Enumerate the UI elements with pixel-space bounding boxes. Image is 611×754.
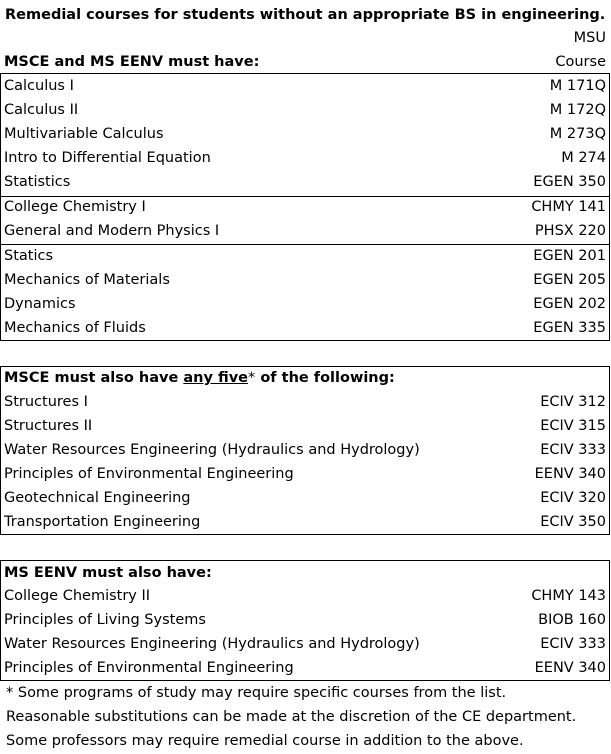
course-code: ECIV 333 [540,442,606,458]
table-row [0,414,611,438]
course-name: Multivariable Calculus [4,126,164,142]
table-row [0,462,611,486]
section1-header [0,50,611,74]
section2-header-pre: MSCE must also have [4,370,184,386]
footnote-marker: * [248,370,256,386]
course-code: M 172Q [549,102,606,118]
course-name: Statistics [4,174,71,190]
footnote-3: Some professors may require remedial course in addition to the above. [6,733,524,749]
column-header-course: Course [555,54,606,70]
course-code: EENV 340 [534,466,606,482]
section2-header-post: of the following: [255,370,395,386]
table-row [0,122,611,146]
table-row [0,390,611,414]
course-code: M 274 [561,150,606,166]
course-name: Principles of Environmental Engineering [4,466,294,482]
table-row [0,98,611,122]
course-name: General and Modern Physics I [4,223,220,239]
course-code: CHMY 143 [531,588,606,604]
course-name: Mechanics of Fluids [4,320,146,336]
course-code: EGEN 335 [533,320,606,336]
course-name: Mechanics of Materials [4,272,170,288]
table-row [0,268,611,292]
table-row [0,584,611,608]
table-row [0,316,611,340]
section2-header [0,366,611,390]
footnote-2: Reasonable substitutions can be made at the discretion of the CE department. [6,709,577,725]
table-row [0,74,611,98]
course-code: CHMY 141 [531,199,606,215]
course-code: ECIV 315 [540,418,606,434]
course-name: Statics [4,248,54,264]
table-row [0,510,611,534]
table-row [0,608,611,632]
course-code: ECIV 333 [540,636,606,652]
table-row [0,170,611,194]
course-name: Dynamics [4,296,76,312]
section2-header-label [4,366,395,390]
course-code: ECIV 320 [540,490,606,506]
table-row [0,486,611,510]
table-row [0,656,611,680]
course-name: Water Resources Engineering (Hydraulics and Hydrology) [4,442,420,458]
course-name: College Chemistry II [4,588,151,604]
section3-header-label: MS EENV must also have: [4,565,212,581]
page-title: Remedial courses for students without an appropriate BS in engineering. [5,7,606,23]
course-code: EENV 340 [534,660,606,676]
course-name: Water Resources Engineering (Hydraulics and Hydrology) [4,636,420,652]
course-code: EGEN 202 [533,296,606,312]
course-code: M 273Q [549,126,606,142]
course-name: Structures II [4,418,93,434]
table-row [0,292,611,316]
course-name: Principles of Living Systems [4,612,206,628]
course-code: M 171Q [549,78,606,94]
table-row [0,244,611,268]
table-row [0,219,611,243]
course-name: Structures I [4,394,88,410]
course-code: BIOB 160 [538,612,606,628]
table-row [0,632,611,656]
section3-header [0,561,611,585]
footnote-1: * Some programs of study may require specific courses from the list. [6,685,507,701]
course-code: EGEN 350 [533,174,606,190]
table-row [0,146,611,170]
section1-header-label: MSCE and MS EENV must have: [4,54,260,70]
course-code: PHSX 220 [534,223,606,239]
column-header-msu: MSU [573,30,606,46]
course-code: ECIV 312 [540,394,606,410]
course-code: EGEN 205 [533,272,606,288]
table-row [0,195,611,219]
course-name: College Chemistry I [4,199,146,215]
course-name: Principles of Environmental Engineering [4,660,294,676]
course-name: Intro to Differential Equation [4,150,211,166]
course-name: Calculus II [4,102,79,118]
course-code: EGEN 201 [533,248,606,264]
course-name: Geotechnical Engineering [4,490,191,506]
table-row [0,438,611,462]
course-code: ECIV 350 [540,514,606,530]
section2-header-emphasis: any five [183,370,249,386]
course-name: Transportation Engineering [4,514,201,530]
course-name: Calculus I [4,78,74,94]
